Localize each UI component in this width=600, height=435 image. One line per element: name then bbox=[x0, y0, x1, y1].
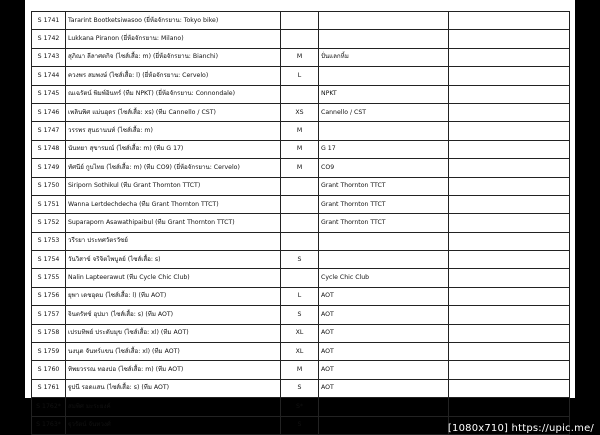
participant-id-cell: S 1759 bbox=[32, 343, 66, 361]
shirt-size-cell: XL bbox=[281, 324, 319, 342]
table-row bbox=[32, 177, 570, 195]
participant-table bbox=[31, 11, 570, 435]
blank-cell bbox=[449, 214, 570, 232]
table-row bbox=[32, 122, 570, 140]
shirt-size-cell bbox=[281, 269, 319, 287]
participant-name-cell: จินตรัทช์ อุปมา (ไซส์เสื้อ: s) (ทีม AOT) bbox=[66, 306, 281, 324]
blank-cell bbox=[449, 67, 570, 85]
participant-name-cell: นงนุต จันทร์แขน (ไซส์เสื้อ: xl) (ทีม AOT) bbox=[66, 343, 281, 361]
participant-name-cell: ทัศนีย์ กูบไทย (ไซส์เสื้อ: m) (ทีม CO9) (ยี่ห้อจักรยาน: Cervelo) bbox=[66, 159, 281, 177]
watermark-text: [1080x710] https://upic.me/ bbox=[447, 423, 594, 434]
shirt-size-cell: S bbox=[281, 306, 319, 324]
blank-cell bbox=[449, 30, 570, 48]
participant-name-cell: สมพิศ มะระยงค์ bbox=[66, 398, 281, 416]
participant-id-cell: S 1750 bbox=[32, 177, 66, 195]
participant-id-cell: S 1754 bbox=[32, 251, 66, 269]
participant-id-cell: S 1752 bbox=[32, 214, 66, 232]
table-row bbox=[32, 251, 570, 269]
participant-name-cell: Wanna Lertdechdecha (ทีม Grant Thornton TTCT) bbox=[66, 195, 281, 213]
blank-cell bbox=[449, 251, 570, 269]
team-name-cell: Grant Thornton TTCT bbox=[319, 195, 449, 213]
participant-id-cell: S 1744 bbox=[32, 67, 66, 85]
participant-id-cell: S 1746 bbox=[32, 103, 66, 121]
shirt-size-cell: S* bbox=[281, 398, 319, 416]
team-name-cell: Cannello / CST bbox=[319, 103, 449, 121]
participant-name-cell: เปรมทิพย์ ประดับมุข (ไซส์เสื้อ: xl) (ทีม AOT) bbox=[66, 324, 281, 342]
participant-id-cell: S 1763* bbox=[32, 416, 66, 434]
team-name-cell: AOT bbox=[319, 361, 449, 379]
team-name-cell bbox=[319, 67, 449, 85]
blank-cell bbox=[449, 48, 570, 66]
participant-id-cell: S 1761 bbox=[32, 379, 66, 397]
table-row bbox=[32, 269, 570, 287]
shirt-size-cell bbox=[281, 195, 319, 213]
blank-cell bbox=[449, 232, 570, 250]
participant-name-cell: นันทยา สุขารมณ์ (ไซส์เสื้อ: m) (ทีม G 17) bbox=[66, 140, 281, 158]
shirt-size-cell bbox=[281, 232, 319, 250]
team-name-cell bbox=[319, 251, 449, 269]
blank-cell bbox=[449, 177, 570, 195]
participant-name-cell: วันวิสาข์ จริจิตไพบูลย์ (ไซส์เสื้อ: s) bbox=[66, 251, 281, 269]
team-name-cell: CO9 bbox=[319, 159, 449, 177]
blank-cell bbox=[449, 103, 570, 121]
document-page bbox=[25, 0, 575, 429]
team-name-cell: Cycle Chic Club bbox=[319, 269, 449, 287]
blank-cell bbox=[449, 361, 570, 379]
participant-name-cell: Siriporn Sothikul (ทีม Grant Thornton TTCT) bbox=[66, 177, 281, 195]
participant-id-cell: S 1749 bbox=[32, 159, 66, 177]
participant-id-cell: S 1745 bbox=[32, 85, 66, 103]
shirt-size-cell: XS bbox=[281, 103, 319, 121]
team-name-cell: AOT bbox=[319, 343, 449, 361]
blank-cell bbox=[449, 195, 570, 213]
participant-name-cell: Tararint Bootketsiwasoo (ยี่ห้อจักรยาน: Tokyo bike) bbox=[66, 12, 281, 30]
participant-name-cell: Suparaporn Asawathipaibul (ทีม Grant Thornton TTCT) bbox=[66, 214, 281, 232]
shirt-size-cell: M bbox=[281, 140, 319, 158]
blank-cell bbox=[449, 398, 570, 416]
participant-id-cell: S 1757 bbox=[32, 306, 66, 324]
team-name-cell: AOT bbox=[319, 287, 449, 305]
team-name-cell: AOT bbox=[319, 324, 449, 342]
table-row bbox=[32, 287, 570, 305]
participant-id-cell: S 1762* bbox=[32, 398, 66, 416]
participant-name-cell: ณเฉรัตน์ พิมพ์อินทร์ (ทีม NPKT) (ยี่ห้อจักรยาน: Connondale) bbox=[66, 85, 281, 103]
blank-cell bbox=[449, 12, 570, 30]
table-row bbox=[32, 195, 570, 213]
blank-cell bbox=[449, 343, 570, 361]
participant-name-cell: ฐุวรัตน์ จันทวงศ์ bbox=[66, 416, 281, 434]
participant-id-cell: S 1753 bbox=[32, 232, 66, 250]
team-name-cell: Grant Thornton TTCT bbox=[319, 214, 449, 232]
table-row bbox=[32, 398, 570, 416]
table-row bbox=[32, 140, 570, 158]
table-row bbox=[32, 379, 570, 397]
table-row bbox=[32, 361, 570, 379]
participant-name-cell: Nalin Lapteerawut (ทีม Cycle Chic Club) bbox=[66, 269, 281, 287]
participant-id-cell: S 1741 bbox=[32, 12, 66, 30]
participant-id-cell: S 1758 bbox=[32, 324, 66, 342]
participant-name-cell: เพลินพิศ แม่นอุดร (ไซส์เสื้อ: xs) (ทีม Cannello / CST) bbox=[66, 103, 281, 121]
shirt-size-cell: S bbox=[281, 379, 319, 397]
table-row bbox=[32, 103, 570, 121]
blank-cell bbox=[449, 269, 570, 287]
shirt-size-cell bbox=[281, 177, 319, 195]
table-row bbox=[32, 67, 570, 85]
blank-cell bbox=[449, 306, 570, 324]
team-name-cell: AOT bbox=[319, 379, 449, 397]
team-name-cell bbox=[319, 416, 449, 434]
shirt-size-cell: L bbox=[281, 67, 319, 85]
participant-name-cell: ทิพยวรรณ ทองปอ (ไซส์เสื้อ: m) (ทีม AOT) bbox=[66, 361, 281, 379]
team-name-cell bbox=[319, 122, 449, 140]
shirt-size-cell bbox=[281, 12, 319, 30]
participant-name-cell: สุภิณา ลีลาศตกิจ (ไซส์เสื้อ: m) (ยี่ห้อจักรยาน: Bianchi) bbox=[66, 48, 281, 66]
blank-cell bbox=[449, 287, 570, 305]
shirt-size-cell: M bbox=[281, 48, 319, 66]
participant-name-cell: ยุพา เดชอุดม (ไซส์เสื้อ: l) (ทีม AOT) bbox=[66, 287, 281, 305]
participant-name-cell: ควงพร สมพงษ์ (ไซส์เสื้อ: l) (ยี่ห้อจักรยาน: Cervelo) bbox=[66, 67, 281, 85]
participant-name-cell: วรรพร สุนธานนท์ (ไซส์เสื้อ: m) bbox=[66, 122, 281, 140]
participant-id-cell: S 1748 bbox=[32, 140, 66, 158]
shirt-size-cell bbox=[281, 30, 319, 48]
team-name-cell bbox=[319, 12, 449, 30]
team-name-cell bbox=[319, 30, 449, 48]
shirt-size-cell: S bbox=[281, 251, 319, 269]
shirt-size-cell: XL bbox=[281, 343, 319, 361]
shirt-size-cell bbox=[281, 85, 319, 103]
blank-cell bbox=[449, 324, 570, 342]
shirt-size-cell: L bbox=[281, 287, 319, 305]
blank-cell bbox=[449, 85, 570, 103]
shirt-size-cell: M bbox=[281, 159, 319, 177]
team-name-cell bbox=[319, 398, 449, 416]
blank-cell bbox=[449, 159, 570, 177]
blank-cell bbox=[449, 140, 570, 158]
table-row bbox=[32, 30, 570, 48]
team-name-cell: AOT bbox=[319, 306, 449, 324]
participant-id-cell: S 1755 bbox=[32, 269, 66, 287]
blank-cell bbox=[449, 122, 570, 140]
shirt-size-cell: S bbox=[281, 416, 319, 434]
table-row bbox=[32, 85, 570, 103]
participant-id-cell: S 1760 bbox=[32, 361, 66, 379]
participant-id-cell: S 1756 bbox=[32, 287, 66, 305]
table-row bbox=[32, 214, 570, 232]
participant-id-cell: S 1747 bbox=[32, 122, 66, 140]
team-name-cell bbox=[319, 232, 449, 250]
participant-name-cell: Lukkana Piranon (ยี่ห้อจักรยาน: Milano) bbox=[66, 30, 281, 48]
participant-table-body bbox=[32, 12, 570, 435]
participant-id-cell: S 1751 bbox=[32, 195, 66, 213]
table-row bbox=[32, 306, 570, 324]
table-row bbox=[32, 343, 570, 361]
blank-cell bbox=[449, 379, 570, 397]
participant-name-cell: วรีรยา ประทศวัตรวัชย์ bbox=[66, 232, 281, 250]
shirt-size-cell bbox=[281, 214, 319, 232]
participant-id-cell: S 1743 bbox=[32, 48, 66, 66]
participant-name-cell: ฐูปนี รอดแสน (ไซส์เสื้อ: s) (ทีม AOT) bbox=[66, 379, 281, 397]
team-name-cell: G 17 bbox=[319, 140, 449, 158]
shirt-size-cell: M bbox=[281, 122, 319, 140]
team-name-cell: ปั่นแลกหิ้ม bbox=[319, 48, 449, 66]
team-name-cell: NPKT bbox=[319, 85, 449, 103]
table-row bbox=[32, 48, 570, 66]
table-row bbox=[32, 12, 570, 30]
table-row bbox=[32, 324, 570, 342]
table-row bbox=[32, 232, 570, 250]
table-row bbox=[32, 159, 570, 177]
team-name-cell: Grant Thornton TTCT bbox=[319, 177, 449, 195]
participant-id-cell: S 1742 bbox=[32, 30, 66, 48]
shirt-size-cell: M bbox=[281, 361, 319, 379]
